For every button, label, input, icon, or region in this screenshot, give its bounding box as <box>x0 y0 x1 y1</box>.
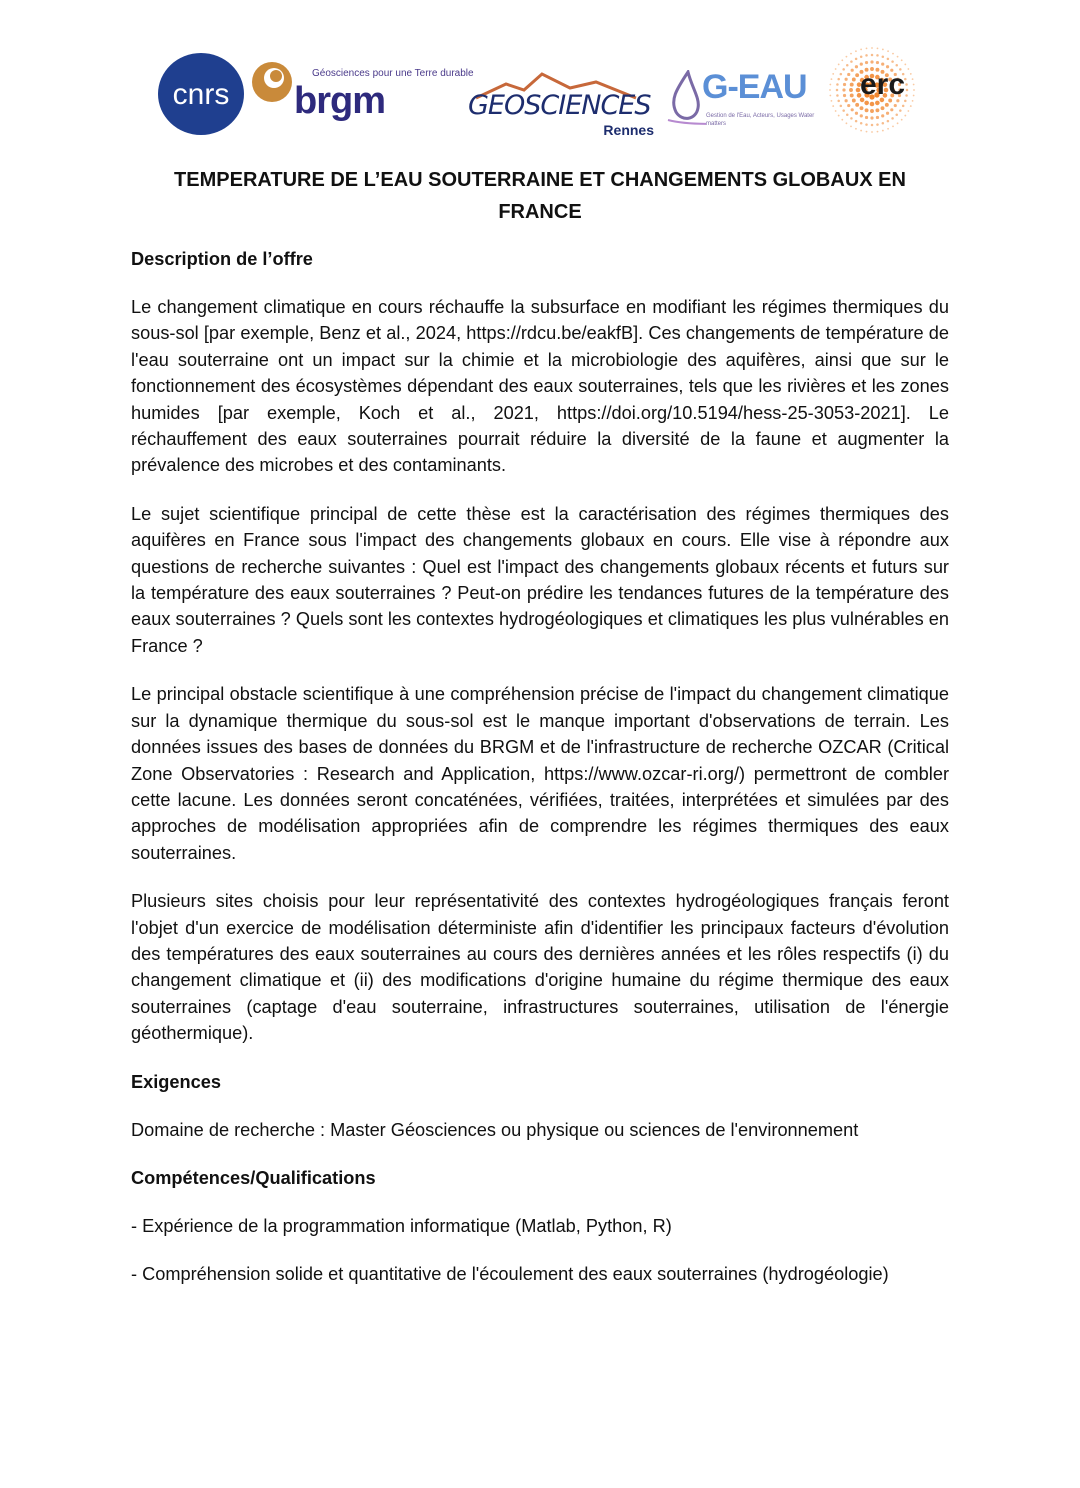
erc-dot <box>876 116 879 119</box>
erc-dot <box>836 83 839 86</box>
erc-dot <box>836 89 839 92</box>
erc-dot <box>860 106 864 110</box>
erc-dot <box>877 47 879 49</box>
erc-dot <box>887 128 889 130</box>
erc-dot <box>855 120 858 123</box>
cnrs-logo <box>157 52 245 136</box>
erc-dot <box>881 63 884 66</box>
erc-dot <box>829 89 831 91</box>
erc-dot <box>870 60 873 63</box>
erc-dot <box>835 68 837 70</box>
geosciences-rennes-logo <box>466 68 662 148</box>
erc-dot <box>913 95 915 97</box>
competence-item: - Compréhension solide et quantitative de l'écoulement des eaux souterraines (hydrogéologie) <box>131 1264 889 1285</box>
erc-dot <box>910 105 912 107</box>
erc-dot <box>907 110 909 112</box>
erc-dot <box>881 106 885 110</box>
erc-dot <box>860 63 863 66</box>
erc-dot <box>855 50 857 52</box>
erc-dot <box>852 99 856 103</box>
paragraph: Le changement climatique en cours réchauffe la subsurface en modifiant les régimes thermiques du sous-sol [par exemple, Benz et al., 2024, https://rdcu.be/eakfB]. Ces changements de température de l'eau souterraine ont un impact sur la chimie et la microbiologie des aquifères, ainsi que sur le fonctionnement des écosystèmes dépendant des eaux souterraines, tels que les rivières et les zones humides [par exemple, Koch et al., 2021, https://doi.org/10.5194/hess-25-3053-2021]. Le réchauffement des eaux souterraines pourrait réduire la diversité de la faune et augmenter la prévalence des microbes et des contaminants. <box>131 297 949 476</box>
erc-dot <box>855 73 859 77</box>
erc-dot <box>846 122 848 124</box>
competence-item: - Expérience de la programmation informatique (Matlab, Python, R) <box>131 1215 672 1236</box>
erc-dot <box>840 105 843 108</box>
erc-dot <box>855 103 859 107</box>
erc-dot <box>850 60 853 63</box>
erc-dot <box>882 122 885 125</box>
erc-dot <box>910 73 912 75</box>
erc-dot <box>891 60 894 63</box>
erc-dot <box>882 130 884 132</box>
erc-dot <box>865 116 868 119</box>
erc-dot <box>855 65 858 68</box>
erc-dot <box>887 50 889 52</box>
erc-dot <box>897 122 899 124</box>
erc-dot <box>881 114 884 117</box>
erc-dot <box>865 61 868 64</box>
erc-dot <box>841 59 843 61</box>
erc-dot <box>850 83 854 87</box>
erc-dot <box>832 105 834 107</box>
g-eau-tagline: Gestion de l'Eau, Acteurs, Usages Water matters <box>706 113 815 127</box>
erc-dot <box>907 68 909 70</box>
erc-dot <box>847 73 850 76</box>
erc-dot <box>866 47 868 49</box>
erc-dot <box>836 94 839 97</box>
exigences-heading: Exigences <box>131 1071 221 1092</box>
brgm-wordmark: brgm <box>294 80 385 122</box>
paragraph: Le sujet scientifique principal de cette thèse est la caractérisation des régimes thermiques des aquifères en France sous l'impact des changements globaux en cours. Elle vise à répondre aux questions de recherche suivantes : Quel est l'impact des changements globaux récents et futurs sur la température des eaux souterraines ? Peut-on prédire les tendances futures de la température des eaux souterraines ? Quels sont les contextes hydrogéologiques et climatiques les plus vulnérables en France ? <box>131 503 949 656</box>
erc-dot <box>866 131 868 133</box>
erc-dot <box>894 104 897 107</box>
erc-dot <box>860 122 863 125</box>
erc-dot <box>838 64 840 66</box>
document-body <box>131 246 949 1310</box>
erc-wordmark: erc <box>860 68 906 101</box>
erc-dot <box>846 64 849 67</box>
erc-dot <box>865 108 869 112</box>
erc-dot <box>870 116 873 119</box>
erc-dot <box>860 55 863 58</box>
erc-dot <box>849 88 853 92</box>
erc-dot <box>906 89 909 92</box>
erc-dot <box>892 125 894 127</box>
erc-dot <box>902 105 905 108</box>
erc-dot <box>846 56 848 58</box>
erc-dot <box>890 108 893 111</box>
erc-dot <box>843 83 846 86</box>
erc-dot <box>891 117 894 120</box>
erc-dot <box>871 47 873 49</box>
erc-dot <box>912 78 914 80</box>
erc-dot <box>865 123 868 126</box>
erc-dot <box>871 131 873 133</box>
erc-dot <box>870 109 874 113</box>
paragraph: Le principal obstacle scientifique à une compréhension précise de l'impact du changement climatique sur la dynamique thermique du sous-sol est le manque important d'observations de terrain. Les données issues des bases de données du BRGM et de l'infrastructure de recherche OZCAR (Critical Zone Observatories : Research and Application, https://www.ozcar-ri.org/) permettront de combler cette lacune. Les données seront concaténées, vérifiées, traitées, interprétées et simulées par des approches de modélisation appropriées afin de comprendre les régimes thermiques des eaux souterraines. <box>131 684 949 863</box>
erc-dot <box>851 108 854 111</box>
erc-dot <box>865 54 868 57</box>
erc-dot <box>829 95 831 97</box>
erc-dot <box>851 69 854 72</box>
erc-dot <box>845 78 848 81</box>
erc-dot <box>899 109 902 112</box>
erc-dot <box>876 123 879 126</box>
erc-dot <box>837 78 840 81</box>
erc-dot <box>840 73 843 76</box>
erc-dot <box>892 53 894 55</box>
erc-dot <box>882 55 885 58</box>
erc-dot <box>904 64 906 66</box>
erc-dot <box>904 115 906 117</box>
erc-dot <box>855 112 858 115</box>
erc-dot <box>837 100 840 103</box>
logo-bar <box>0 40 1080 150</box>
erc-dot <box>895 64 898 67</box>
erc-dot <box>855 128 857 130</box>
erc-dot <box>895 113 898 116</box>
erc-dot <box>829 84 831 86</box>
erc-dot <box>842 109 845 112</box>
erc-dot <box>852 78 856 82</box>
erc-dot <box>850 93 854 97</box>
description-heading: Description de l’offre <box>131 249 313 269</box>
erc-dot <box>842 88 845 91</box>
erc-dot <box>832 73 834 75</box>
erc-dot <box>847 104 850 107</box>
competences-heading: Compétences/Qualifications <box>131 1167 376 1188</box>
page-title: TEMPERATURE DE L’EAU SOUTERRAINE ET CHANGEMENTS GLOBAUX EN FRANCE <box>174 169 906 223</box>
erc-dot <box>841 119 843 121</box>
erc-dot <box>876 61 879 64</box>
erc-dot <box>835 110 837 112</box>
cnrs-logo-text: cnrs <box>172 78 230 111</box>
g-eau-logo <box>666 68 822 138</box>
erc-dot <box>875 108 879 112</box>
erc-dot <box>850 125 852 127</box>
erc-dot <box>871 124 874 127</box>
erc-dot <box>855 58 858 61</box>
erc-dot <box>876 54 879 57</box>
erc-dot <box>870 102 875 107</box>
erc-dot <box>846 113 849 116</box>
geosciences-city: Rennes <box>603 122 654 138</box>
erc-dot <box>912 100 914 102</box>
erc-dot <box>831 78 833 80</box>
geosciences-wordmark: GEOSCIENCES <box>468 90 651 121</box>
erc-dot <box>897 56 899 58</box>
erc-dot <box>882 49 884 51</box>
erc-dot <box>901 119 903 121</box>
erc-dot <box>871 54 874 57</box>
brgm-logo <box>250 54 474 134</box>
domaine-line: Domaine de recherche : Master Géosciences ou physique ou sciences de l'environnement <box>131 1119 859 1140</box>
erc-dot <box>885 103 889 107</box>
erc-dot <box>905 83 908 86</box>
erc-dot <box>877 131 879 133</box>
erc-dot <box>843 94 846 97</box>
erc-logo <box>826 44 918 136</box>
erc-dot <box>842 68 845 71</box>
erc-dot <box>850 117 853 120</box>
erc-dot <box>905 94 908 97</box>
erc-dot <box>887 58 890 61</box>
erc-dot <box>845 99 848 102</box>
brgm-tagline: Géosciences pour une Terre durable <box>312 68 474 79</box>
erc-dot <box>913 89 915 91</box>
erc-dot <box>886 112 889 115</box>
erc-dot <box>887 120 890 123</box>
erc-dot <box>860 130 862 132</box>
erc-dot <box>838 115 840 117</box>
erc-dot <box>831 100 833 102</box>
g-eau-wordmark: G-EAU <box>702 68 807 106</box>
erc-dot <box>901 59 903 61</box>
erc-dot <box>850 53 852 55</box>
erc-dot <box>913 84 915 86</box>
paragraph: Plusieurs sites choisis pour leur représentativité des contextes hydrogéologiques français feront l'objet d'un exercice de modélisation déterministe afin d'identifier les principaux facteurs d'évolution des températures des eaux souterraines au cours des dernières années et les rôles respectifs (i) du changement climatique et (ii) des modifications d'origine humaine du régime thermique des eaux souterraines (captage d'eau souterraine, infrastructures souterraines, utilisation de l'énergie géothermique). <box>131 891 949 1044</box>
erc-dot <box>860 114 863 117</box>
erc-dot <box>860 49 862 51</box>
